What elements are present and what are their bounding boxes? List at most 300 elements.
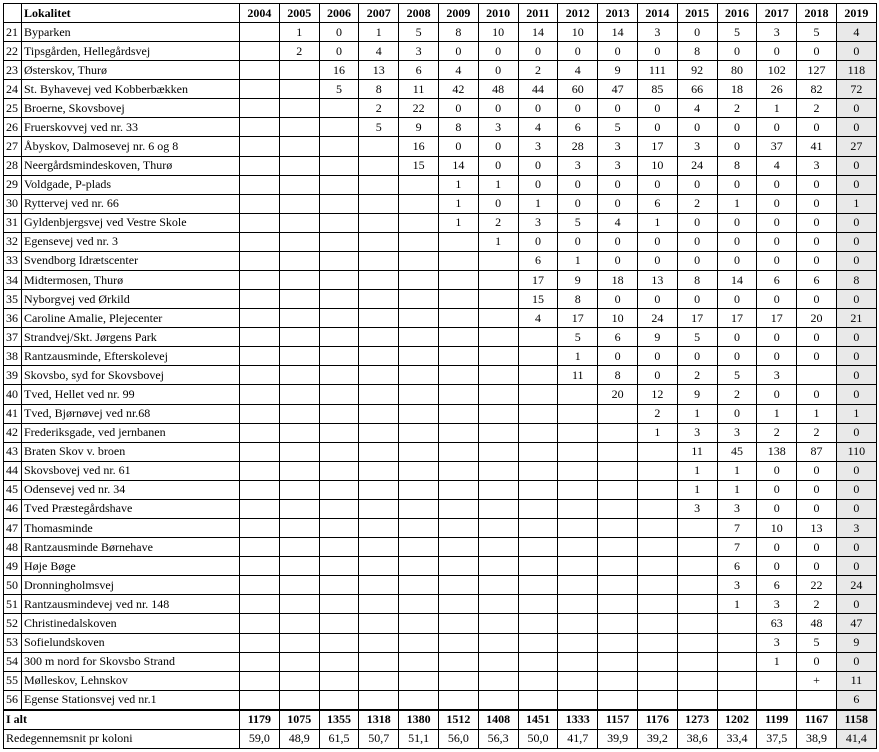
value-cell: 2 — [757, 423, 797, 442]
value-cell — [399, 213, 439, 232]
value-cell: 0 — [836, 557, 876, 576]
total-row-value: 1176 — [637, 710, 677, 730]
value-cell: 13 — [637, 271, 677, 290]
value-cell — [438, 366, 478, 385]
value-cell: 4 — [518, 309, 558, 328]
header-year-2012: 2012 — [558, 4, 598, 23]
value-cell — [359, 519, 399, 538]
value-cell — [359, 614, 399, 633]
value-cell — [359, 385, 399, 404]
table-row — [4, 175, 877, 194]
average-row-value: 33,4 — [717, 729, 757, 748]
value-cell — [319, 652, 359, 671]
table-row — [4, 271, 877, 290]
value-cell: 8 — [438, 118, 478, 137]
value-cell — [359, 633, 399, 652]
value-cell: 1 — [836, 194, 876, 213]
value-cell: 10 — [558, 23, 598, 42]
value-cell: 16 — [319, 61, 359, 80]
value-cell — [359, 194, 399, 213]
average-row-label: Redegennemsnit pr koloni — [4, 729, 240, 748]
value-cell — [438, 671, 478, 690]
value-cell — [279, 251, 319, 270]
value-cell: 17 — [677, 309, 717, 328]
value-cell — [478, 671, 518, 690]
value-cell: 0 — [797, 290, 837, 309]
table-row — [4, 232, 877, 251]
total-row-value: 1451 — [518, 710, 558, 730]
locality-name: Neergårdsmindeskoven, Thurø — [22, 156, 240, 175]
value-cell: 1 — [717, 194, 757, 213]
value-cell — [478, 652, 518, 671]
value-cell: 2 — [717, 385, 757, 404]
value-cell — [359, 271, 399, 290]
value-cell — [279, 633, 319, 652]
value-cell: 1 — [677, 461, 717, 480]
value-cell: 2 — [797, 423, 837, 442]
value-cell: 0 — [438, 42, 478, 61]
value-cell: 2 — [717, 99, 757, 118]
value-cell: 2 — [359, 99, 399, 118]
value-cell: 9 — [637, 328, 677, 347]
value-cell: 12 — [637, 385, 677, 404]
value-cell — [399, 690, 439, 710]
total-row-value: 1202 — [717, 710, 757, 730]
value-cell — [637, 595, 677, 614]
value-cell: 0 — [518, 232, 558, 251]
value-cell: 0 — [836, 538, 876, 557]
value-cell — [240, 194, 280, 213]
total-row-value: 1199 — [757, 710, 797, 730]
value-cell — [240, 423, 280, 442]
value-cell: 9 — [598, 61, 638, 80]
row-number: 31 — [4, 213, 22, 232]
header-year-2013: 2013 — [598, 4, 638, 23]
average-row-value: 56,0 — [438, 729, 478, 748]
value-cell: 2 — [637, 404, 677, 423]
average-row-value: 38,6 — [677, 729, 717, 748]
value-cell: 92 — [677, 61, 717, 80]
value-cell — [279, 366, 319, 385]
value-cell — [240, 232, 280, 251]
value-cell: 0 — [319, 42, 359, 61]
table-row — [4, 366, 877, 385]
table-row — [4, 461, 877, 480]
value-cell — [279, 404, 319, 423]
row-number: 26 — [4, 118, 22, 137]
value-cell: 1 — [677, 404, 717, 423]
value-cell — [518, 423, 558, 442]
value-cell: 0 — [478, 156, 518, 175]
locality-name: Thomasminde — [22, 519, 240, 538]
value-cell: 118 — [836, 61, 876, 80]
value-cell — [279, 614, 319, 633]
value-cell: 0 — [757, 194, 797, 213]
value-cell — [240, 461, 280, 480]
value-cell: 20 — [797, 309, 837, 328]
value-cell — [637, 576, 677, 595]
value-cell — [279, 519, 319, 538]
value-cell: 17 — [518, 271, 558, 290]
value-cell: 3 — [717, 499, 757, 518]
value-cell — [399, 175, 439, 194]
value-cell — [279, 80, 319, 99]
value-cell: 0 — [637, 175, 677, 194]
value-cell — [240, 347, 280, 366]
value-cell: 0 — [797, 328, 837, 347]
value-cell: 0 — [637, 42, 677, 61]
value-cell: 41 — [797, 137, 837, 156]
value-cell — [319, 156, 359, 175]
value-cell: 4 — [836, 23, 876, 42]
value-cell: 1 — [478, 175, 518, 194]
locality-name: Åbyskov, Dalmosevej nr. 6 og 8 — [22, 137, 240, 156]
locality-name: Gyldenbjergsvej ved Vestre Skole — [22, 213, 240, 232]
value-cell: 47 — [836, 614, 876, 633]
value-cell — [240, 519, 280, 538]
value-cell: 80 — [717, 61, 757, 80]
value-cell: 1 — [438, 213, 478, 232]
value-cell — [319, 99, 359, 118]
value-cell: 0 — [717, 232, 757, 251]
average-row-value: 39,2 — [637, 729, 677, 748]
value-cell — [478, 442, 518, 461]
value-cell: 48 — [797, 614, 837, 633]
value-cell: 10 — [757, 519, 797, 538]
value-cell — [717, 690, 757, 710]
value-cell — [240, 61, 280, 80]
value-cell — [279, 213, 319, 232]
value-cell: 44 — [518, 80, 558, 99]
value-cell: 3 — [478, 118, 518, 137]
value-cell: 27 — [836, 137, 876, 156]
row-number: 29 — [4, 175, 22, 194]
locality-name: Rantzausminde, Efterskolevej — [22, 347, 240, 366]
locality-name: Nyborgvej ved Ørkild — [22, 290, 240, 309]
value-cell: 72 — [836, 80, 876, 99]
value-cell — [359, 347, 399, 366]
value-cell — [240, 480, 280, 499]
value-cell: 4 — [359, 42, 399, 61]
value-cell — [438, 614, 478, 633]
value-cell — [558, 614, 598, 633]
value-cell: 0 — [717, 175, 757, 194]
value-cell — [240, 42, 280, 61]
value-cell: 0 — [797, 42, 837, 61]
value-cell — [359, 423, 399, 442]
value-cell — [518, 404, 558, 423]
value-cell — [240, 595, 280, 614]
value-cell — [677, 633, 717, 652]
value-cell — [598, 404, 638, 423]
total-row-value: 1380 — [399, 710, 439, 730]
value-cell — [240, 652, 280, 671]
row-number: 43 — [4, 442, 22, 461]
value-cell — [598, 442, 638, 461]
value-cell: 0 — [797, 118, 837, 137]
value-cell: 1 — [438, 194, 478, 213]
table-row — [4, 213, 877, 232]
value-cell: 4 — [598, 213, 638, 232]
value-cell — [319, 290, 359, 309]
value-cell: 0 — [757, 213, 797, 232]
total-row-value: 1512 — [438, 710, 478, 730]
value-cell — [279, 499, 319, 518]
value-cell: 6 — [598, 328, 638, 347]
value-cell: 0 — [558, 232, 598, 251]
value-cell — [279, 423, 319, 442]
value-cell: 6 — [797, 271, 837, 290]
value-cell — [478, 290, 518, 309]
value-cell — [240, 404, 280, 423]
value-cell: 2 — [797, 99, 837, 118]
value-cell — [677, 671, 717, 690]
value-cell: 63 — [757, 614, 797, 633]
value-cell — [518, 385, 558, 404]
value-cell: 17 — [757, 309, 797, 328]
locality-name: 300 m nord for Skovsbo Strand — [22, 652, 240, 671]
value-cell: 3 — [677, 499, 717, 518]
value-cell: 0 — [757, 480, 797, 499]
row-number: 35 — [4, 290, 22, 309]
header-year-2005: 2005 — [279, 4, 319, 23]
value-cell: 3 — [677, 137, 717, 156]
value-cell: 24 — [836, 576, 876, 595]
value-cell — [518, 442, 558, 461]
average-row-value: 59,0 — [240, 729, 280, 748]
value-cell — [279, 309, 319, 328]
value-cell — [558, 404, 598, 423]
value-cell: 0 — [836, 385, 876, 404]
value-cell: 0 — [757, 175, 797, 194]
value-cell — [478, 614, 518, 633]
row-number: 27 — [4, 137, 22, 156]
value-cell — [240, 137, 280, 156]
header-num-cell — [4, 4, 22, 23]
row-number: 25 — [4, 99, 22, 118]
value-cell — [518, 461, 558, 480]
table-row — [4, 137, 877, 156]
value-cell: 0 — [717, 118, 757, 137]
value-cell: 5 — [717, 366, 757, 385]
value-cell — [478, 519, 518, 538]
value-cell: 0 — [677, 251, 717, 270]
value-cell — [240, 156, 280, 175]
value-cell — [797, 690, 837, 710]
value-cell: 17 — [558, 309, 598, 328]
value-cell — [319, 480, 359, 499]
value-cell — [677, 614, 717, 633]
value-cell — [478, 309, 518, 328]
value-cell: 16 — [399, 137, 439, 156]
value-cell: 5 — [797, 633, 837, 652]
value-cell: 85 — [637, 80, 677, 99]
value-cell: 7 — [717, 519, 757, 538]
value-cell: 0 — [836, 595, 876, 614]
value-cell: 2 — [279, 42, 319, 61]
value-cell — [438, 328, 478, 347]
value-cell — [637, 519, 677, 538]
value-cell: 0 — [757, 538, 797, 557]
value-cell — [240, 251, 280, 270]
value-cell — [438, 271, 478, 290]
value-cell: 2 — [518, 61, 558, 80]
value-cell: 22 — [797, 576, 837, 595]
value-cell — [399, 595, 439, 614]
value-cell: 0 — [797, 557, 837, 576]
table-row — [4, 499, 877, 518]
value-cell: 8 — [438, 23, 478, 42]
row-number: 42 — [4, 423, 22, 442]
value-cell: 0 — [757, 232, 797, 251]
locality-name: St. Byhavevej ved Kobberbækken — [22, 80, 240, 99]
row-number: 36 — [4, 309, 22, 328]
value-cell — [240, 366, 280, 385]
value-cell — [240, 385, 280, 404]
value-cell — [637, 671, 677, 690]
value-cell: 0 — [637, 118, 677, 137]
value-cell — [240, 690, 280, 710]
average-row-value: 39,9 — [598, 729, 638, 748]
value-cell: 0 — [438, 137, 478, 156]
value-cell: 3 — [717, 423, 757, 442]
value-cell — [240, 290, 280, 309]
value-cell — [279, 652, 319, 671]
average-row-value: 48,9 — [279, 729, 319, 748]
value-cell — [359, 309, 399, 328]
value-cell: 3 — [598, 156, 638, 175]
value-cell: 102 — [757, 61, 797, 80]
locality-name: Tved Præstegårdshave — [22, 499, 240, 518]
value-cell — [399, 652, 439, 671]
value-cell — [637, 499, 677, 518]
value-cell — [438, 442, 478, 461]
value-cell — [478, 423, 518, 442]
value-cell: 4 — [677, 99, 717, 118]
value-cell — [598, 595, 638, 614]
value-cell: 6 — [637, 194, 677, 213]
value-cell: 0 — [797, 385, 837, 404]
value-cell: 0 — [478, 99, 518, 118]
value-cell: 0 — [836, 461, 876, 480]
value-cell — [359, 366, 399, 385]
value-cell: 0 — [677, 175, 717, 194]
value-cell: 0 — [319, 23, 359, 42]
value-cell — [359, 442, 399, 461]
value-cell: 6 — [518, 251, 558, 270]
value-cell: 3 — [518, 213, 558, 232]
value-cell: 1 — [757, 404, 797, 423]
value-cell: 3 — [757, 633, 797, 652]
value-cell: 1 — [279, 23, 319, 42]
value-cell — [399, 480, 439, 499]
value-cell: 0 — [558, 194, 598, 213]
value-cell — [399, 271, 439, 290]
total-row-value: 1075 — [279, 710, 319, 730]
locality-name: Ryttervej ved nr. 66 — [22, 194, 240, 213]
value-cell — [319, 232, 359, 251]
value-cell — [319, 404, 359, 423]
average-row-value: 51,1 — [399, 729, 439, 748]
value-cell: 4 — [558, 61, 598, 80]
average-row-value: 50,0 — [518, 729, 558, 748]
value-cell: 8 — [836, 271, 876, 290]
value-cell: 3 — [757, 366, 797, 385]
value-cell — [399, 499, 439, 518]
value-cell: 111 — [637, 61, 677, 80]
row-number: 28 — [4, 156, 22, 175]
value-cell — [478, 328, 518, 347]
table-body — [4, 23, 877, 749]
value-cell: 138 — [757, 442, 797, 461]
value-cell: 3 — [717, 576, 757, 595]
value-cell — [518, 595, 558, 614]
value-cell — [279, 671, 319, 690]
value-cell — [677, 557, 717, 576]
value-cell — [518, 538, 558, 557]
value-cell — [558, 595, 598, 614]
value-cell — [438, 538, 478, 557]
value-cell: 7 — [717, 538, 757, 557]
value-cell: 8 — [359, 80, 399, 99]
value-cell — [518, 652, 558, 671]
locality-name: Tipsgården, Hellegårdsvej — [22, 42, 240, 61]
row-number: 50 — [4, 576, 22, 595]
value-cell — [399, 614, 439, 633]
table-row — [4, 290, 877, 309]
value-cell — [637, 538, 677, 557]
value-cell — [399, 404, 439, 423]
value-cell: 0 — [797, 461, 837, 480]
locality-name: Byparken — [22, 23, 240, 42]
value-cell — [598, 538, 638, 557]
header-year-2016: 2016 — [717, 4, 757, 23]
value-cell — [438, 461, 478, 480]
locality-name: Svendborg Idrætscenter — [22, 251, 240, 270]
value-cell: 0 — [836, 499, 876, 518]
row-number: 41 — [4, 404, 22, 423]
average-row-value: 38,9 — [797, 729, 837, 748]
value-cell: 28 — [558, 137, 598, 156]
value-cell — [319, 633, 359, 652]
value-cell: 1 — [717, 461, 757, 480]
table-row — [4, 42, 877, 61]
value-cell — [438, 595, 478, 614]
value-cell: 3 — [518, 137, 558, 156]
value-cell: 0 — [598, 290, 638, 309]
locality-table — [3, 3, 877, 749]
value-cell — [359, 232, 399, 251]
value-cell — [399, 519, 439, 538]
value-cell: 17 — [637, 137, 677, 156]
value-cell: 0 — [836, 366, 876, 385]
value-cell — [518, 557, 558, 576]
value-cell — [319, 557, 359, 576]
value-cell: 3 — [757, 595, 797, 614]
value-cell: 1 — [677, 480, 717, 499]
value-cell: 2 — [478, 213, 518, 232]
value-cell: 0 — [797, 175, 837, 194]
value-cell — [359, 690, 399, 710]
value-cell — [598, 423, 638, 442]
value-cell: 0 — [598, 232, 638, 251]
value-cell: + — [797, 671, 837, 690]
value-cell: 14 — [717, 271, 757, 290]
value-cell: 1 — [558, 251, 598, 270]
value-cell: 82 — [797, 80, 837, 99]
value-cell: 0 — [598, 251, 638, 270]
value-cell — [319, 595, 359, 614]
